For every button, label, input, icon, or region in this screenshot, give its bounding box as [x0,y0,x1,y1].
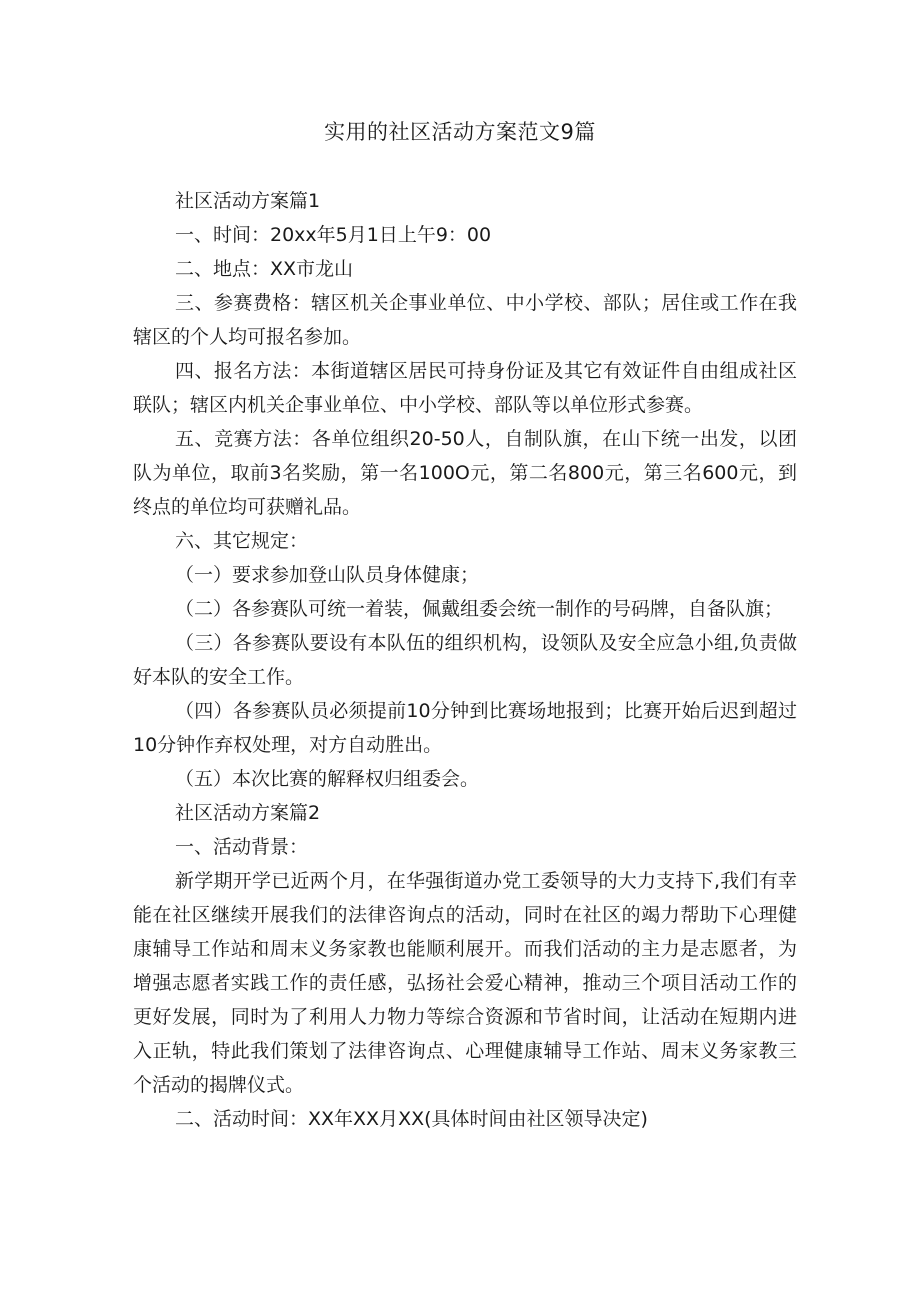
paragraph: 二、地点：XX市龙山 [175,258,354,280]
paragraph: 五、竞赛方法：各单位组织20-50人，自制队旗，在山下统一出发，以团队为单位，取前3名奖励，第一名100O元，第二名800元，第三名600元，到终点的单位均可获赠礼品。 [133,428,797,518]
paragraph: 社区活动方案篇2 [175,802,321,824]
paragraph: 四、报名方法：本街道辖区居民可持身份证及其它有效证件自由组成社区联队；辖区内机关企事业单位、中小学校、部队等以单位形式参赛。 [133,360,797,416]
paragraph: （二）各参赛队可统一着装，佩戴组委会统一制作的号码牌，自备队旗； [175,598,784,620]
paragraph: 三、参赛费格：辖区机关企事业单位、中小学校、部队；居住或工作在我辖区的个人均可报名参加。 [133,292,797,348]
paragraph: 一、时间：20xx年5月1日上午9：00 [175,224,492,246]
paragraph: 新学期开学已近两个月，在华强街道办党工委领导的大力支持下,我们有幸能在社区继续开展我们的法律咨询点的活动，同时在社区的竭力帮助下心理健康辅导工作站和周末义务家教也能顺利展开。而我们活动的主力是志愿者，为增强志愿者实践工作的责任感，弘扬社会爱心精神，推动三个项目活动工作的更好发展，同时为了利用人力物力等综合资源和节省时间，让活动在短期内进入正轨，特此我们策划了法律咨询点、心理健康辅导工作站、周末义务家教三个活动的揭牌仪式。 [133,870,797,1096]
document-title: 实用的社区活动方案范文9篇 [324,120,596,144]
paragraph: 一、活动背景： [175,836,309,858]
document-body [133,184,797,1136]
paragraph: （四）各参赛队员必须提前10分钟到比赛场地报到；比赛开始后迟到超过10分钟作弃权处理，对方自动胜出。 [133,700,797,756]
paragraph: 六、其它规定： [175,530,309,552]
paragraph: （五）本次比赛的解释权归组委会。 [175,768,480,790]
paragraph: （三）各参赛队要设有本队伍的组织机构，设领队及安全应急小组,负责做好本队的安全工作。 [133,632,797,688]
paragraph: （一）要求参加登山队员身体健康； [175,564,480,586]
paragraph: 社区活动方案篇1 [175,190,321,212]
paragraph: 二、活动时间：XX年XX月XX(具体时间由社区领导决定) [175,1108,648,1130]
